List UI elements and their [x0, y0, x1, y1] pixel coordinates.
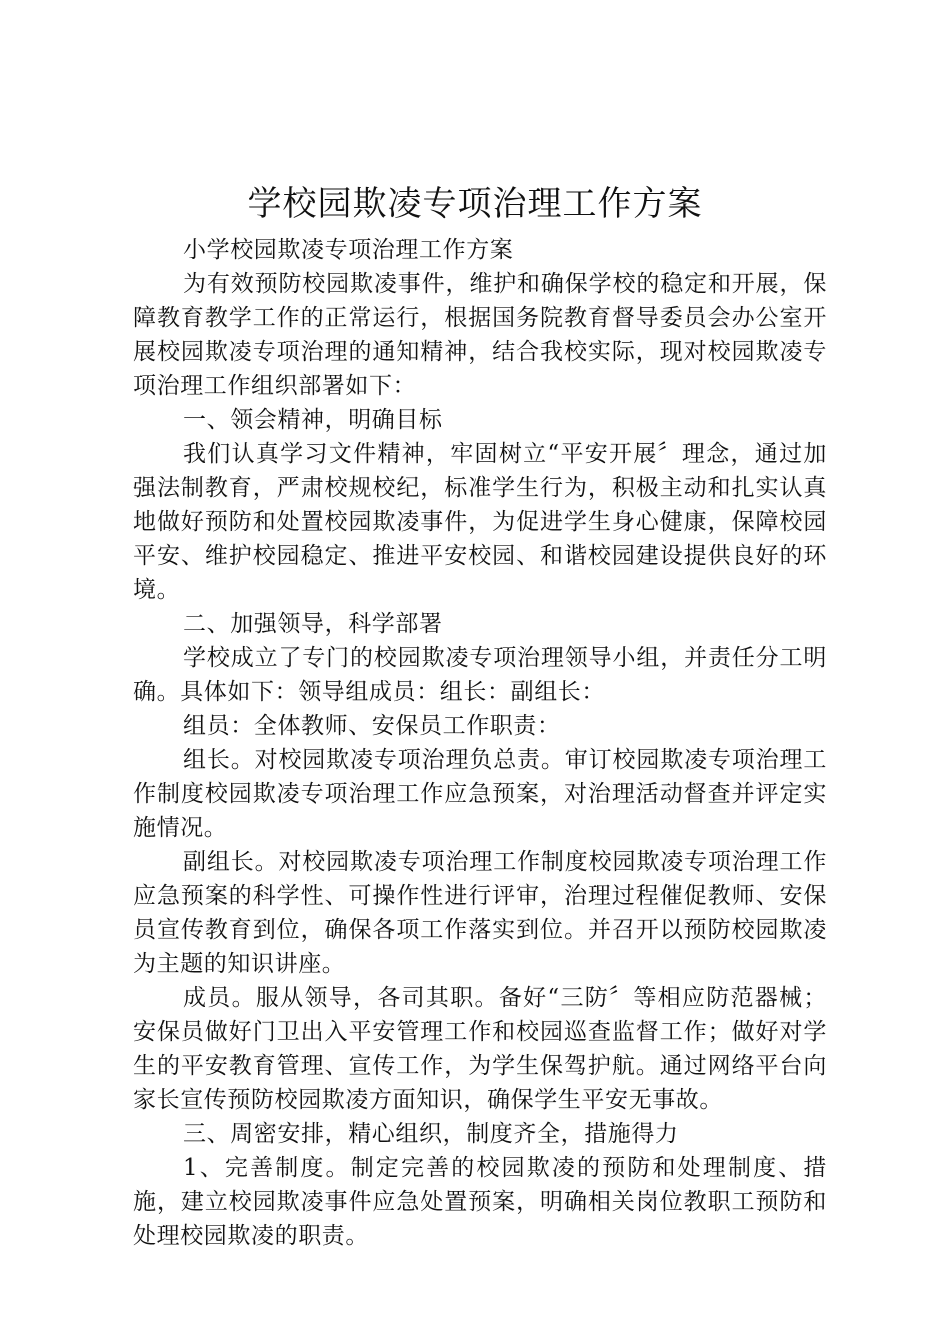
section-heading-1: 一、领会精神，明确目标: [183, 407, 443, 433]
subtitle-paragraph: 小学校园欺凌专项治理工作方案: [183, 237, 514, 263]
section-heading-2: 二、加强领导，科学部署: [183, 611, 443, 637]
document-body: [133, 233, 827, 1253]
deputy-duty-paragraph: 副组长。对校园欺凌专项治理工作制度校园欺凌专项治理工作应急预案的科学性、可操作性进行评审，治理过程催促教师、安保员宣传教育到位，确保各项工作落实到位。并召开以预防校园欺凌为主题的知识讲座。: [133, 849, 827, 977]
section-heading-3: 三、周密安排，精心组织，制度齐全，措施得力: [183, 1121, 679, 1147]
section-1-paragraph: 我们认真学习文件精神，牢固树立“平安开展〞理念，通过加强法制教育，严肃校规校纪，标准学生行为，积极主动和扎实认真地做好预防和处置校园欺凌事件，为促进学生身心健康，保障校园平安、维护校园稳定、推进平安校园、和谐校园建设提供良好的环境。: [133, 441, 827, 603]
intro-paragraph: 为有效预防校园欺凌事件，维护和确保学校的稳定和开展，保障教育教学工作的正常运行，根据国务院教育督导委员会办公室开展校园欺凌专项治理的通知精神，结合我校实际，现对校园欺凌专项治理工作组织部署如下：: [133, 271, 827, 399]
section-3-item-1: 1、完善制度。制定完善的校园欺凌的预防和处理制度、措施，建立校园欺凌事件应急处置预案，明确相关岗位教职工预防和处理校园欺凌的职责。: [133, 1155, 827, 1249]
leader-duty-paragraph: 组长。对校园欺凌专项治理负总责。审订校园欺凌专项治理工作制度校园欺凌专项治理工作应急预案，对治理活动督查并评定实施情况。: [133, 747, 827, 841]
member-duty-paragraph: 成员。服从领导，各司其职。备好“三防〞等相应防范器械；安保员做好门卫出入平安管理工作和校园巡查监督工作；做好对学生的平安教育管理、宣传工作，为学生保驾护航。通过网络平台向家长宣传预防校园欺凌方面知识，确保学生平安无事故。: [133, 985, 827, 1113]
document-title: 学校园欺凌专项治理工作方案: [247, 184, 703, 224]
members-paragraph: 组员：全体教师、安保员工作职责：: [183, 713, 561, 739]
section-2-paragraph: 学校成立了专门的校园欺凌专项治理领导小组，并责任分工明确。具体如下：领导组成员：组长：副组长：: [133, 645, 827, 705]
